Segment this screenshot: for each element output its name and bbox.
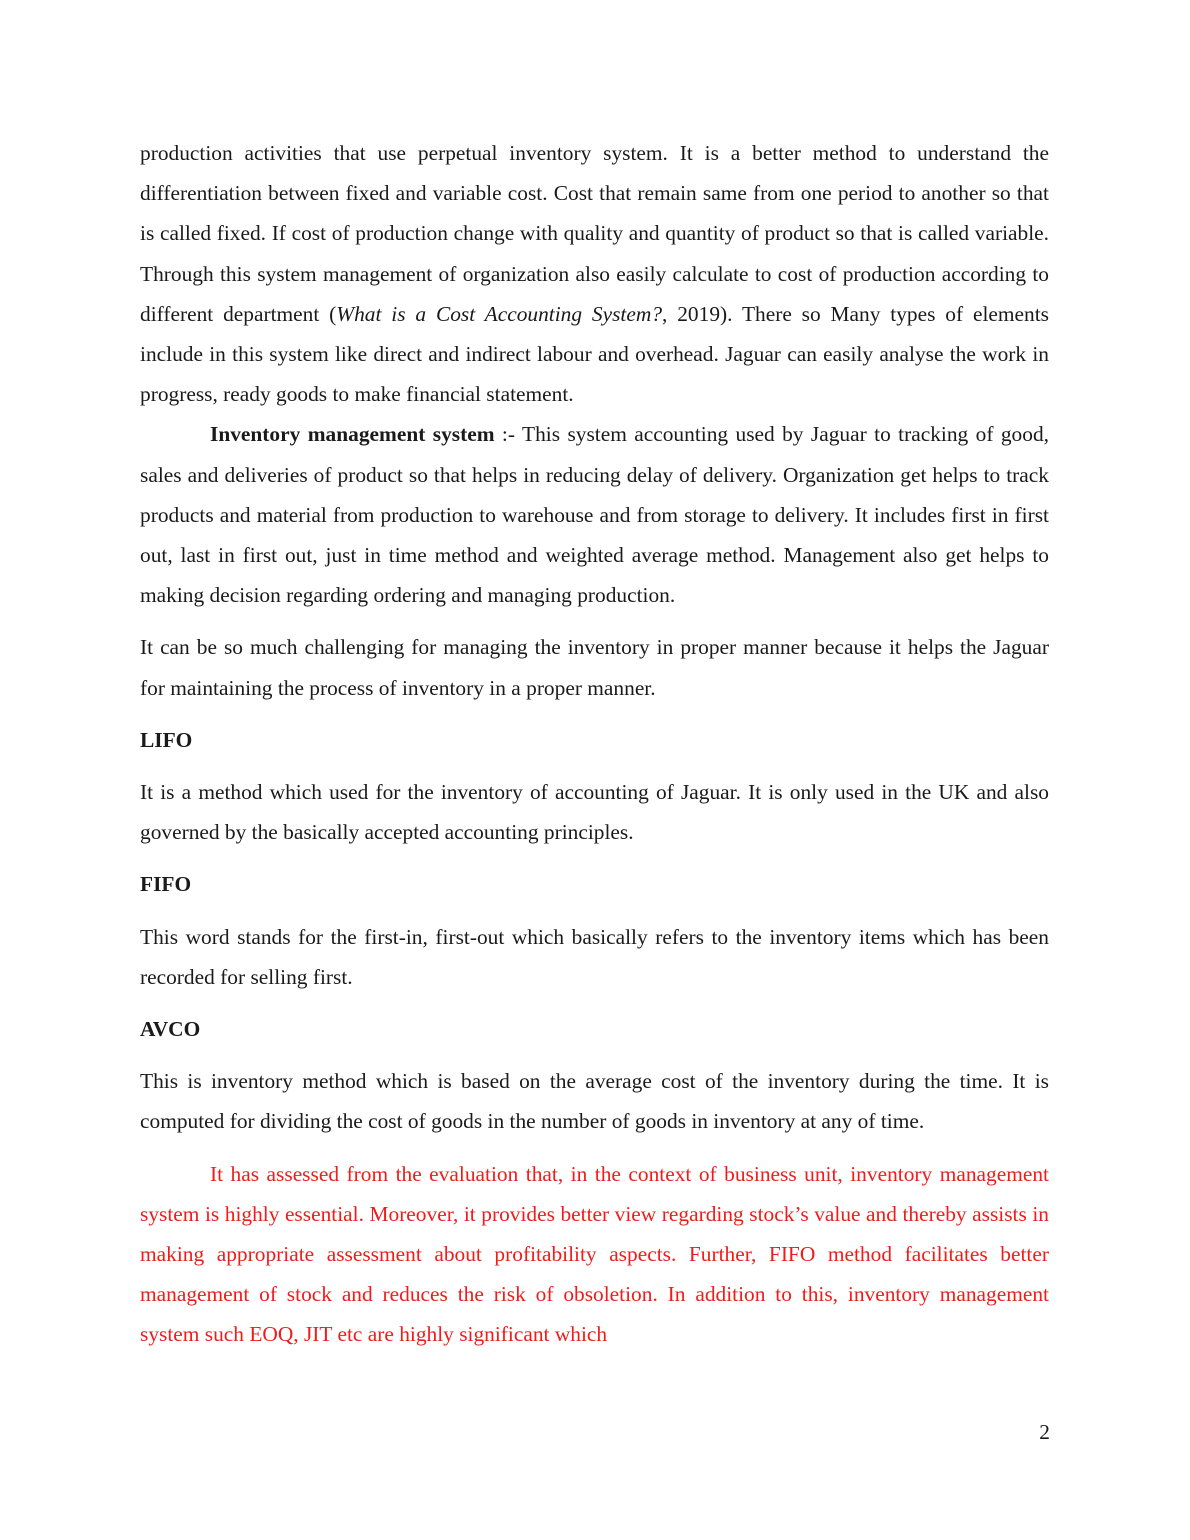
paragraph-fifo: This word stands for the first-in, first-out which basically refers to the inventory items which has been recorded for selling first. <box>140 924 1049 989</box>
paragraph-challenge: It can be so much challenging for managing the inventory in proper manner because it helps the Jaguar for maintaining the process of inventory in a proper manner. <box>140 635 1049 700</box>
heading-fifo: FIFO <box>140 872 192 897</box>
paragraph-conclusion: It has assessed from the evaluation that, in the context of business unit, inventory management system is highly essential. Moreover, it provides better view regarding stock’s value and thereby assists in making appropriate assessment about profitability aspects. Further, FIFO method facilitates better management of stock and reduces the risk of obsoletion. In addition to this, inventory management system such EOQ, JIT etc are highly significant which <box>140 1161 1049 1347</box>
inventory-system-text: :- This system accounting used by Jaguar to tracking of good, sales and deliveries of product so that helps in reducing delay of delivery. Organization get helps to track products and material from production to warehouse and from storage to delivery. It includes first in first out, last in first out, just in time method and weighted average method. Management also get helps to making decision regarding ordering and managing production. <box>140 422 1049 608</box>
heading-avco: AVCO <box>140 1017 201 1042</box>
paragraph-lifo: It is a method which used for the inventory of accounting of Jaguar. It is only used in the UK and also governed by the basically accepted accounting principles. <box>140 780 1049 845</box>
citation-title: What is a Cost Accounting System? <box>336 301 663 326</box>
heading-lifo: LIFO <box>140 727 193 752</box>
paragraph-avco: This is inventory method which is based on the average cost of the inventory during the time. It is computed for dividing the cost of goods in the number of goods in inventory at any of time. <box>140 1069 1049 1134</box>
page-number: 2 <box>1039 1420 1050 1444</box>
paragraph-inventory-management-system <box>140 414 1049 615</box>
intro-text-before-citation: production activities that use perpetual inventory system. It is a better method to understand the differentiation between fixed and variable cost. Cost that remain same from one period to another so that is called fixed. If cost of production change with quality and quantity of product so that is called variable. Through this system management of organization also easily calculate to cost of production according to different department ( <box>140 141 1049 326</box>
document-page <box>140 133 1049 1355</box>
paragraph-intro <box>140 133 1049 414</box>
intro-text-after-citation: , 2019). There so Many types of elements include in this system like direct and indirect labour and overhead. Jaguar can easily analyse the work in progress, ready goods to make financial statement. <box>140 301 1049 407</box>
inventory-system-term: Inventory management system <box>210 422 495 447</box>
